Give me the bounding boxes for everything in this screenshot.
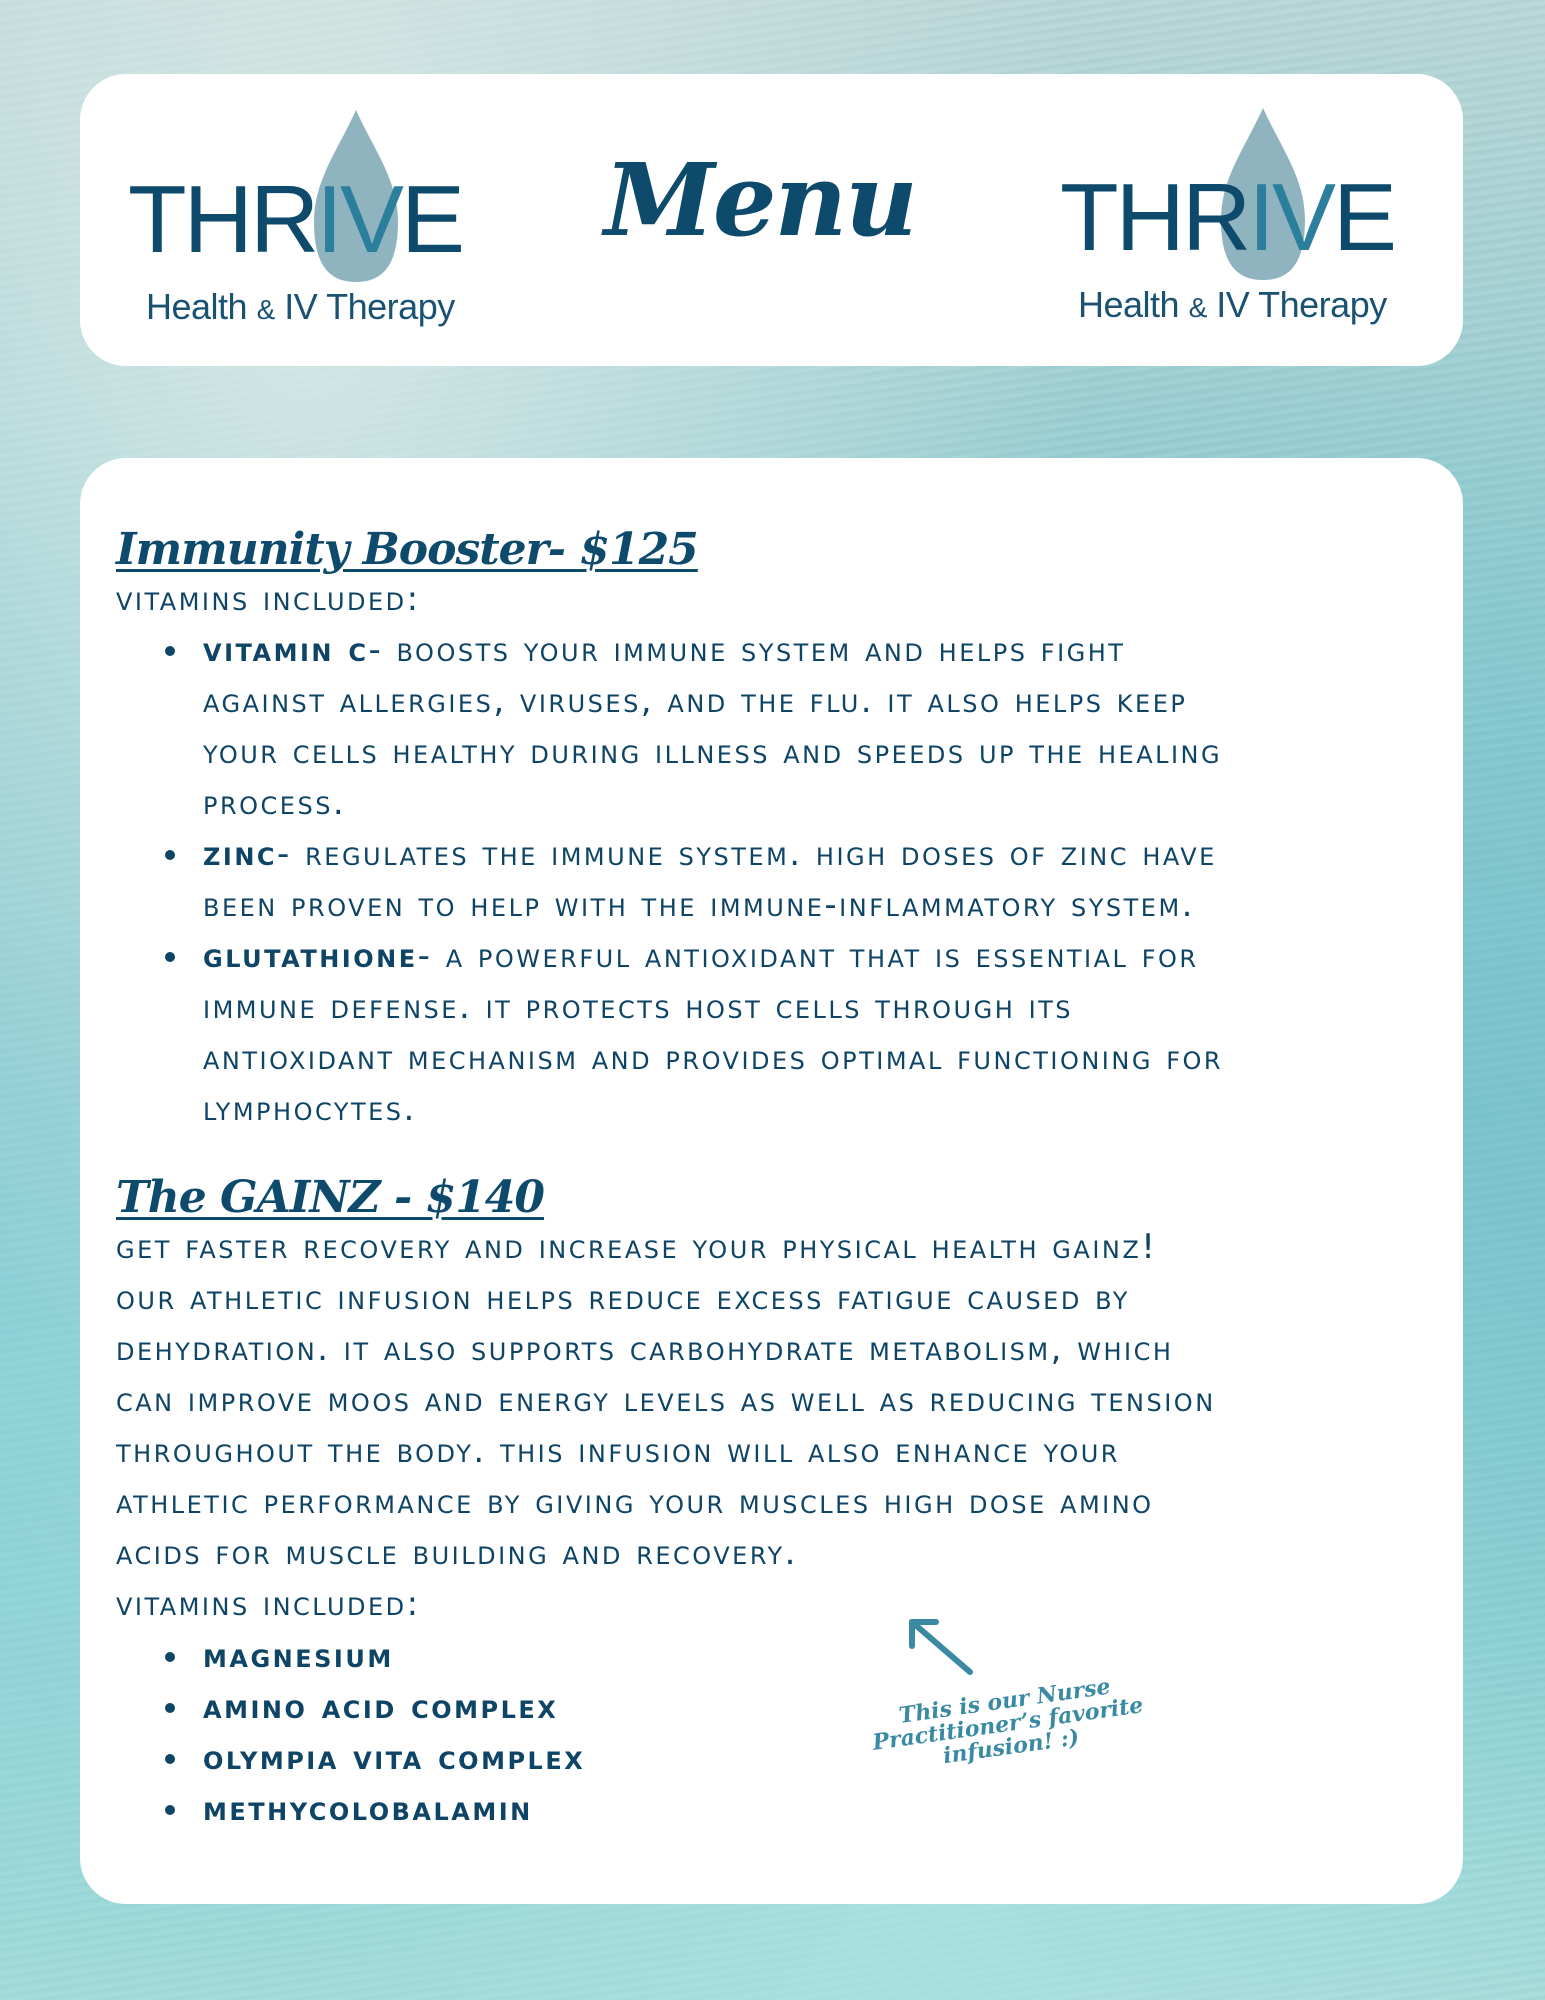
list-item-zinc: zinc- regulates the immune system. high doses of zinc have (203, 834, 1217, 874)
list-item-text: antioxidant mechanism and provides optimal functioning for (203, 1038, 1224, 1078)
list-item-olympia-vita-complex: olympia vita complex (203, 1738, 586, 1778)
bullet-icon (165, 1703, 175, 1713)
list-item-methycolobalamin: methycolobalamin (203, 1789, 533, 1829)
gainz-description-line: throughout the body. this infusion will also enhance your (116, 1431, 1120, 1471)
gainz-description-line: dehydration. it also supports carbohydrate metabolism, which (116, 1329, 1174, 1369)
arrow-up-left-icon (904, 1616, 974, 1676)
gainz-title: The GAINZ - $140 (116, 1172, 545, 1223)
list-item-vitamin-c: vitamin c- boosts your immune system and helps fight (203, 630, 1126, 670)
logo-tagline: Health & IV Therapy (146, 286, 455, 327)
gainz-description-line: athletic performance by giving your muscles high dose amino (116, 1482, 1154, 1522)
bullet-icon (165, 1805, 175, 1815)
gainz-vitamins-label: vitamins included: (116, 1584, 421, 1624)
favorite-infusion-note: This is our Nurse Practitioner’s favorite infusion! :) (871, 1673, 1145, 1770)
list-item-text: been proven to help with the immune-inflammatory system. (203, 885, 1195, 925)
gainz-description-line: acids for muscle building and recovery. (116, 1533, 798, 1573)
immunity-booster-title: Immunity Booster- $125 (116, 524, 698, 575)
list-item-text: lymphocytes. (203, 1089, 417, 1129)
list-item-text: process. (203, 783, 347, 823)
thrive-logo-left (128, 110, 468, 330)
immunity-vitamins-label: vitamins included: (116, 579, 421, 619)
bullet-icon (165, 850, 175, 860)
list-item-glutathione: glutathione- a powerful antioxidant that is essential for (203, 936, 1199, 976)
list-item-magnesium: magnesium (203, 1636, 394, 1676)
gainz-description-line: can improve moos and energy levels as well as reducing tension (116, 1380, 1216, 1420)
bullet-icon (165, 1652, 175, 1662)
thrive-logo-right (1060, 108, 1400, 328)
list-item-text: your cells healthy during illness and speeds up the healing (203, 732, 1223, 772)
logo-wordmark: THRIVE (128, 166, 463, 273)
bullet-icon (165, 1754, 175, 1764)
bullet-icon (165, 646, 175, 656)
page-title: Menu (604, 141, 916, 259)
list-item-amino-acid-complex: amino acid complex (203, 1687, 559, 1727)
gainz-description-line: get faster recovery and increase your physical health gainz! (116, 1227, 1158, 1267)
bullet-icon (165, 952, 175, 962)
list-item-text: against allergies, viruses, and the flu. it also helps keep (203, 681, 1188, 721)
list-item-text: immune defense. it protects host cells through its (203, 987, 1074, 1027)
logo-wordmark: THRIVE (1060, 164, 1395, 271)
gainz-description-line: our athletic infusion helps reduce excess fatigue caused by (116, 1278, 1130, 1318)
logo-tagline: Health & IV Therapy (1078, 284, 1387, 325)
